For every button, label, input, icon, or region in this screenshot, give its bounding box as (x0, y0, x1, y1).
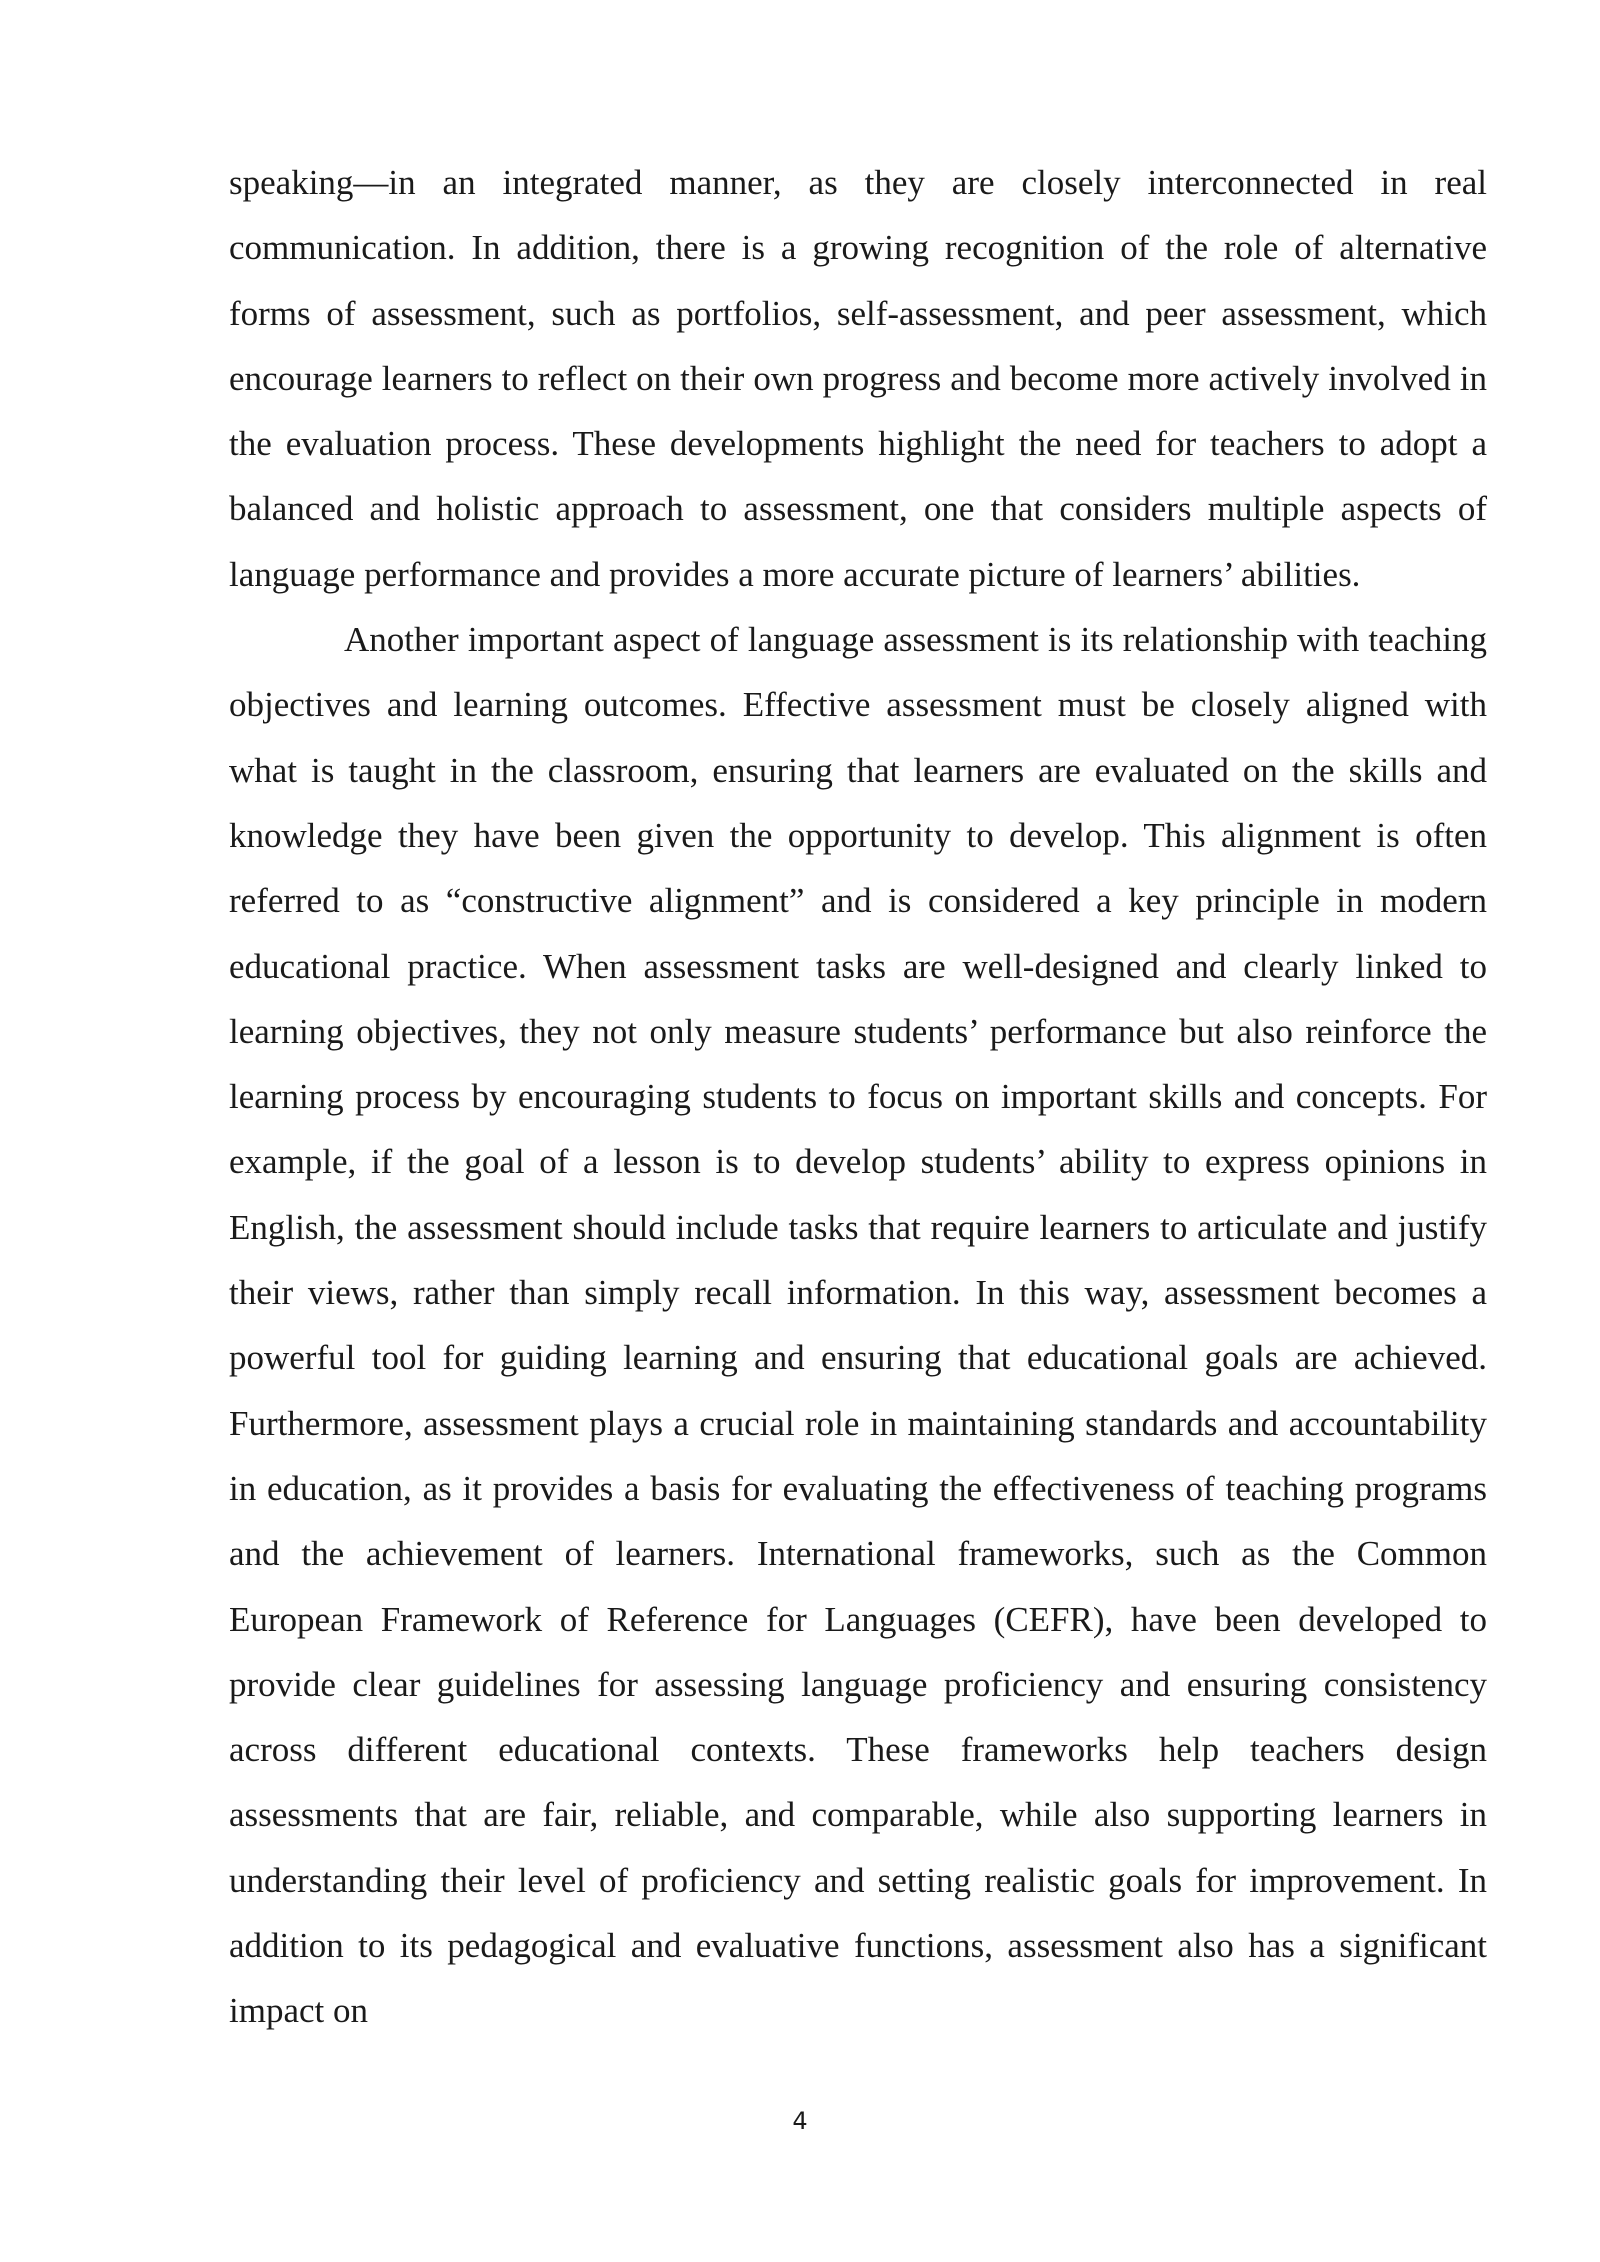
paragraph-continuation: speaking—in an integrated manner, as they are closely interconnected in real communication. In addition, there is a growing recognition of the role of alternative forms of assessment, such as portfolios, self-assessment, and peer assessment, which encourage learners to reflect on their own progress and become more actively involved in the evaluation process. These developments highlight the need for teachers to adopt a balanced and holistic approach to assessment, one that considers multiple aspects of language performance and provides a more accurate picture of learners’ abilities. (229, 163, 1487, 594)
body-text (229, 150, 1487, 2044)
page-number: 4 (792, 2107, 808, 2135)
paragraph-assessment-alignment: Another important aspect of language assessment is its relationship with teaching objectives and learning outcomes. Effective assessment must be closely aligned with what is taught in the classroom, ensuring that learners are evaluated on the skills and knowledge they have been given the opportunity to develop. This alignment is often referred to as “constructive alignment” and is considered a key principle in modern educational practice. When assessment tasks are well-designed and clearly linked to learning objectives, they not only measure students’ performance but also reinforce the learning process by encouraging students to focus on important skills and concepts. For example, if the goal of a lesson is to develop students’ ability to express opinions in English, the assessment should include tasks that require learners to articulate and justify their views, rather than simply recall information. In this way, assessment becomes a powerful tool for guiding learning and ensuring that educational goals are achieved. Furthermore, assessment plays a crucial role in maintaining standards and accountability in education, as it provides a basis for evaluating the effectiveness of teaching programs and the achievement of learners. International frameworks, such as the Common European Framework of Reference for Languages (CEFR), have been developed to provide clear guidelines for assessing language proficiency and ensuring consistency across different educational contexts. These frameworks help teachers design assessments that are fair, reliable, and comparable, while also supporting learners in understanding their level of proficiency and setting realistic goals for improvement. In addition to its pedagogical and evaluative functions, assessment also has a significant impact on (229, 620, 1487, 2031)
